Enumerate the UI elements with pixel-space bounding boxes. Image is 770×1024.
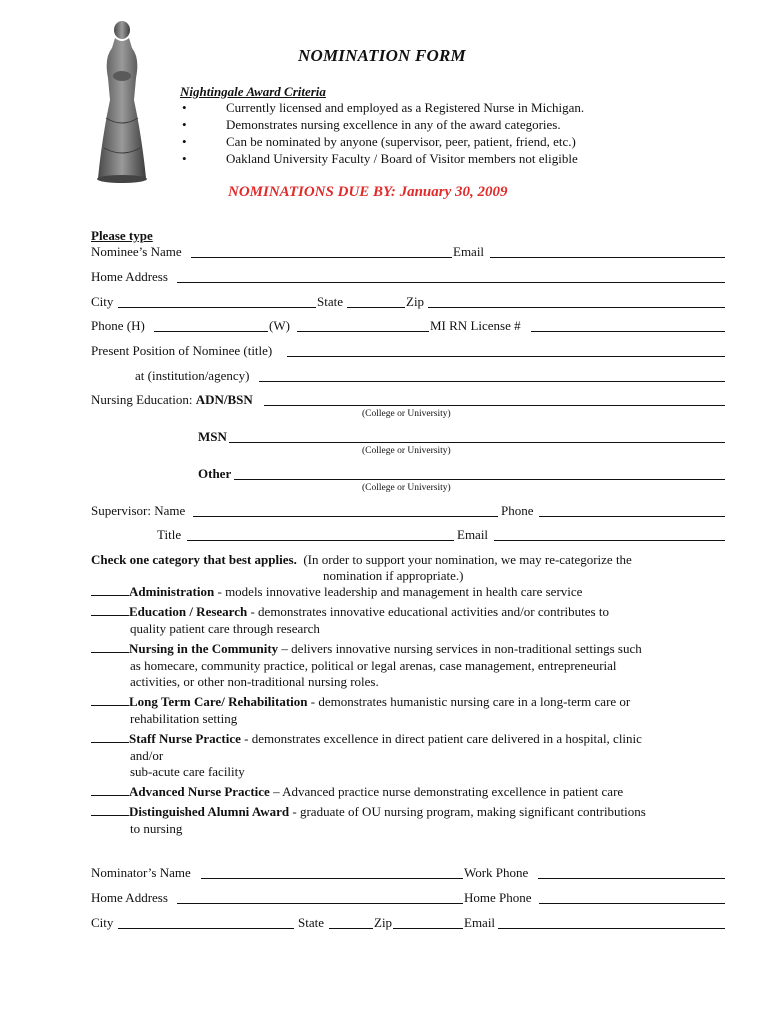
category-item-staff-nurse: Staff Nurse Practice - demonstrates excellence in direct patient care delivered in a hospital, clinic and/or sub-acute care facility (91, 731, 691, 781)
supervisor-title-label: Title (157, 527, 182, 542)
nominator-email-label: Email (464, 915, 496, 930)
phone-home-field[interactable] (154, 331, 268, 332)
nominator-work-phone-label: Work Phone (464, 865, 529, 880)
nominee-name-field[interactable] (191, 257, 452, 258)
category-checkbox-distinguished-alumni[interactable] (91, 805, 129, 816)
nominee-email-label: Email (453, 244, 485, 259)
criteria-item: • Oakland University Faculty / Board of Visitor members not eligible (182, 151, 578, 166)
criteria-item: • Currently licensed and employed as a Registered Nurse in Michigan. (182, 100, 585, 115)
zip-label: Zip (406, 294, 425, 309)
supervisor-name-field[interactable] (193, 516, 498, 517)
nominator-home-phone-field[interactable] (539, 903, 725, 904)
nominator-work-phone-field[interactable] (538, 878, 725, 879)
nominator-city-field[interactable] (118, 928, 294, 929)
category-checkbox-administration[interactable] (91, 585, 129, 596)
mi-rn-license-field[interactable] (531, 331, 725, 332)
institution-label: at (institution/agency) (135, 368, 250, 383)
city-label: City (91, 294, 114, 309)
bullet: • (182, 151, 187, 166)
please-type-heading: Please type (91, 228, 153, 243)
nominator-name-field[interactable] (201, 878, 463, 879)
category-item-community: Nursing in the Community – delivers innovative nursing services in non-traditional settings such as homecare, community practice, political or legal arenas, case management, entrepreneurial activities, or other non-traditional nursing roles. (91, 641, 691, 691)
supervisor-phone-label: Phone (501, 503, 534, 518)
college-note: (College or University) (362, 483, 451, 493)
nominator-city-label: City (91, 915, 114, 930)
nominator-zip-label: Zip (374, 915, 393, 930)
supervisor-phone-field[interactable] (539, 516, 725, 517)
msn-field[interactable] (229, 442, 725, 443)
category-checkbox-staff-nurse[interactable] (91, 732, 129, 743)
nominee-email-field[interactable] (490, 257, 725, 258)
category-item-education-research: Education / Research - demonstrates innovative educational activities and/or contributes to quality patient care through research (91, 604, 691, 637)
nominator-state-field[interactable] (329, 928, 373, 929)
category-intro: Check one category that best applies. (In order to support your nomination, we may re-categorize the (91, 552, 632, 567)
adn-bsn-label: ADN/BSN (195, 392, 253, 407)
other-education-field[interactable] (234, 479, 725, 480)
supervisor-name-label: Supervisor: Name (91, 503, 186, 518)
home-address-field[interactable] (177, 282, 725, 283)
category-item-distinguished-alumni: Distinguished Alumni Award - graduate of OU nursing program, making significant contributions to nursing (91, 804, 691, 837)
nightingale-statue-icon (96, 18, 148, 184)
category-intro-cont: nomination if appropriate.) (323, 568, 464, 583)
criteria-list (180, 100, 584, 168)
supervisor-email-field[interactable] (494, 540, 725, 541)
mi-rn-license-label: MI RN License # (430, 318, 521, 333)
nominator-zip-field[interactable] (393, 928, 463, 929)
due-date-notice: NOMINATIONS DUE BY: January 30, 2009 (228, 184, 508, 200)
bullet: • (182, 117, 187, 132)
criteria-item: • Can be nominated by anyone (supervisor, peer, patient, friend, etc.) (182, 134, 576, 149)
nominator-home-address-field[interactable] (177, 903, 463, 904)
category-item-advanced-nurse: Advanced Nurse Practice – Advanced practice nurse demonstrating excellence in patient care (91, 784, 691, 801)
nominator-email-field[interactable] (498, 928, 725, 929)
home-address-label: Home Address (91, 269, 168, 284)
category-item-long-term-care: Long Term Care/ Rehabilitation - demonstrates humanistic nursing care in a long-term care or rehabilitation setting (91, 694, 691, 727)
state-label: State (317, 294, 343, 309)
bullet: • (182, 100, 187, 115)
nominator-home-address-label: Home Address (91, 890, 168, 905)
category-checkbox-long-term-care[interactable] (91, 695, 129, 706)
msn-label: MSN (198, 429, 227, 444)
category-checkbox-community[interactable] (91, 642, 129, 653)
category-item-administration: Administration - models innovative leadership and management in health care service (91, 584, 691, 601)
position-label: Present Position of Nominee (title) (91, 343, 273, 358)
nominee-name-label: Nominee’s Name (91, 244, 182, 259)
college-note: (College or University) (362, 409, 451, 419)
supervisor-title-field[interactable] (187, 540, 454, 541)
category-checkbox-education-research[interactable] (91, 605, 129, 616)
position-field[interactable] (287, 356, 725, 357)
nursing-education-label: Nursing Education: ADN/BSN (91, 392, 253, 407)
category-checkbox-advanced-nurse[interactable] (91, 785, 129, 796)
page-title: NOMINATION FORM (298, 46, 466, 65)
bullet: • (182, 134, 187, 149)
city-field[interactable] (118, 307, 316, 308)
phone-work-label: (W) (269, 318, 290, 333)
criteria-item: • Demonstrates nursing excellence in any of the award categories. (182, 117, 561, 132)
criteria-heading: Nightingale Award Criteria (180, 84, 326, 99)
nominator-state-label: State (298, 915, 324, 930)
nominator-name-label: Nominator’s Name (91, 865, 191, 880)
nominator-home-phone-label: Home Phone (464, 890, 532, 905)
zip-field[interactable] (428, 307, 725, 308)
supervisor-email-label: Email (457, 527, 489, 542)
institution-field[interactable] (259, 381, 725, 382)
college-note: (College or University) (362, 446, 451, 456)
other-education-label: Other (198, 466, 232, 481)
adn-bsn-field[interactable] (264, 405, 725, 406)
phone-work-field[interactable] (297, 331, 429, 332)
state-field[interactable] (347, 307, 405, 308)
phone-home-label: Phone (H) (91, 318, 145, 333)
